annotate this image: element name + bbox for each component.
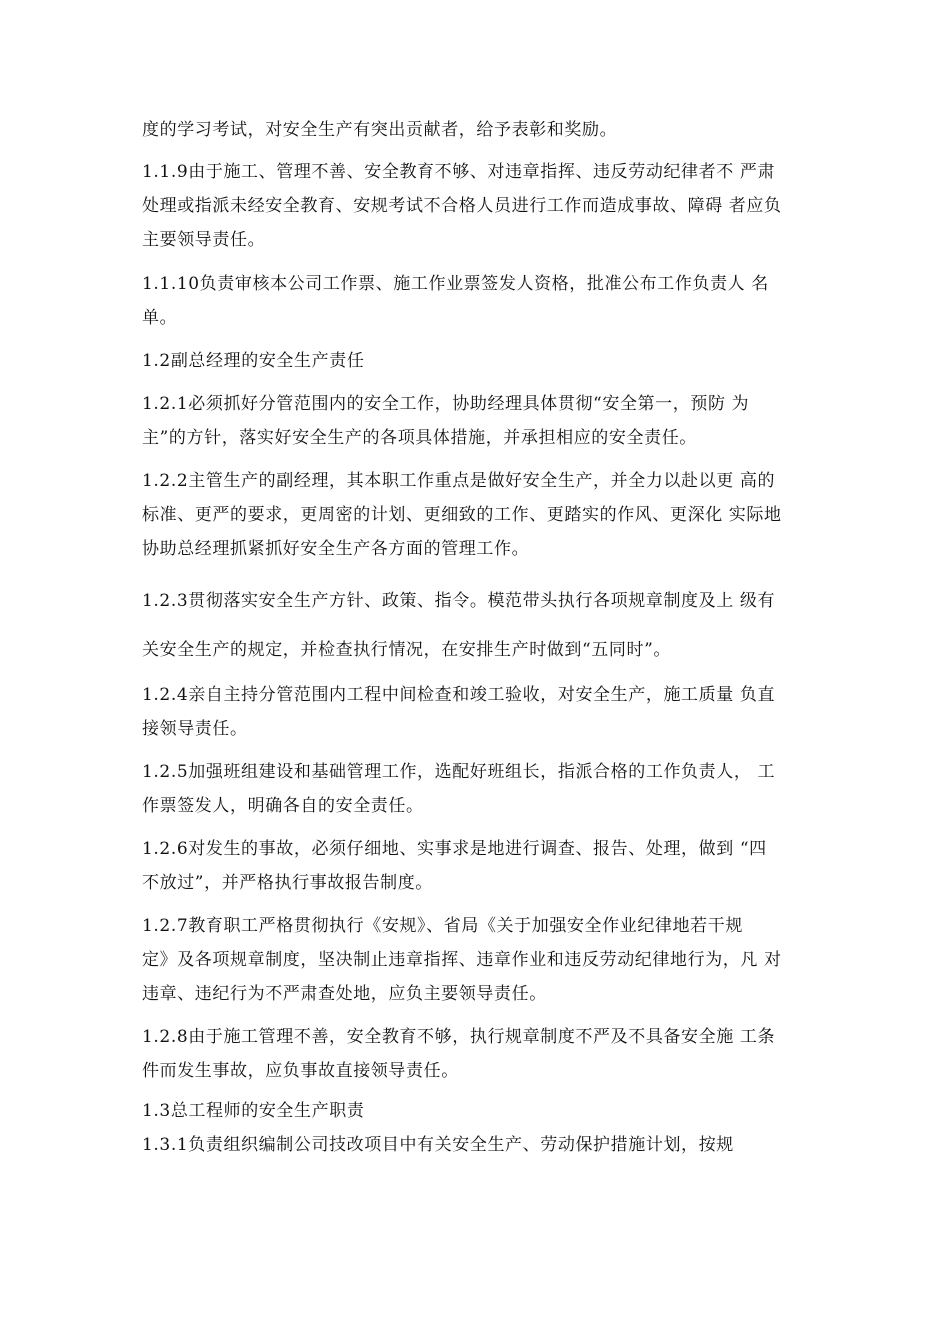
text-line: 协助总经理抓紧抓好安全生产各方面的管理工作。	[142, 539, 530, 559]
text-line: 标准、更严的要求，更周密的计划、更细致的工作、更踏实的作风、更深化 实际地	[142, 505, 782, 525]
section-heading: 1.3总工程师的安全生产职责	[142, 1101, 365, 1121]
text-line: 1.2.7教育职工严格贯彻执行《安规》、省局《关于加强安全作业纪律地若干规	[142, 916, 743, 936]
text-line: 1.2.4亲自主持分管范围内工程中间检查和竣工验收，对安全生产，施工质量 负直	[142, 685, 776, 705]
text-line: 1.2.5加强班组建设和基础管理工作，选配好班组长，指派合格的工作负责人， 工	[142, 762, 776, 782]
text-line: 1.2.6对发生的事故，必须仔细地、实事求是地进行调查、报告、处理，做到 “四	[142, 839, 767, 859]
text-line: 定》及各项规章制度，坚决制止违章指挥、违章作业和违反劳动纪律地行为，凡 对	[142, 950, 782, 970]
text-line: 度的学习考试，对安全生产有突出贡献者，给予表彰和奖励。	[142, 120, 618, 140]
text-line: 主”的方针，落实好安全生产的各项具体措施，并承担相应的安全责任。	[142, 428, 697, 448]
text-line: 件而发生事故，应负事故直接领导责任。	[142, 1061, 459, 1081]
text-line: 单。	[142, 308, 178, 328]
text-line: 1.1.9由于施工、管理不善、安全教育不够、对违章指挥、违反劳动纪律者不 严肃	[142, 162, 776, 182]
section-heading: 1.2副总经理的安全生产责任	[142, 351, 365, 371]
text-line: 1.2.3贯彻落实安全生产方针、政策、指令。模范带头执行各项规章制度及上 级有	[142, 591, 776, 611]
text-line: 关安全生产的规定，并检查执行情况，在安排生产时做到“五同时”。	[142, 640, 671, 660]
text-line: 1.2.2主管生产的副经理，其本职工作重点是做好安全生产，并全力以赴以更 高的	[142, 471, 776, 491]
text-line: 处理或指派未经安全教育、安规考试不合格人员进行工作而造成事故、障碍 者应负	[142, 196, 782, 216]
text-line: 接领导责任。	[142, 719, 248, 739]
text-line: 1.2.1必须抓好分管范围内的安全工作，协助经理具体贯彻“安全第一，预防 为	[142, 394, 750, 414]
text-line: 主要领导责任。	[142, 230, 266, 250]
text-line: 1.3.1负责组织编制公司技改项目中有关安全生产、劳动保护措施计划，按规	[142, 1135, 734, 1155]
text-line: 1.2.8由于施工管理不善，安全教育不够，执行规章制度不严及不具备安全施 工条	[142, 1027, 776, 1047]
text-line: 不放过”，并严格执行事故报告制度。	[142, 873, 433, 893]
text-line: 违章、违纪行为不严肃查处地，应负主要领导责任。	[142, 984, 547, 1004]
text-line: 1.1.10负责审核本公司工作票、施工作业票签发人资格，批准公布工作负责人 名	[142, 274, 769, 294]
text-line: 作票签发人，明确各自的安全责任。	[142, 796, 424, 816]
